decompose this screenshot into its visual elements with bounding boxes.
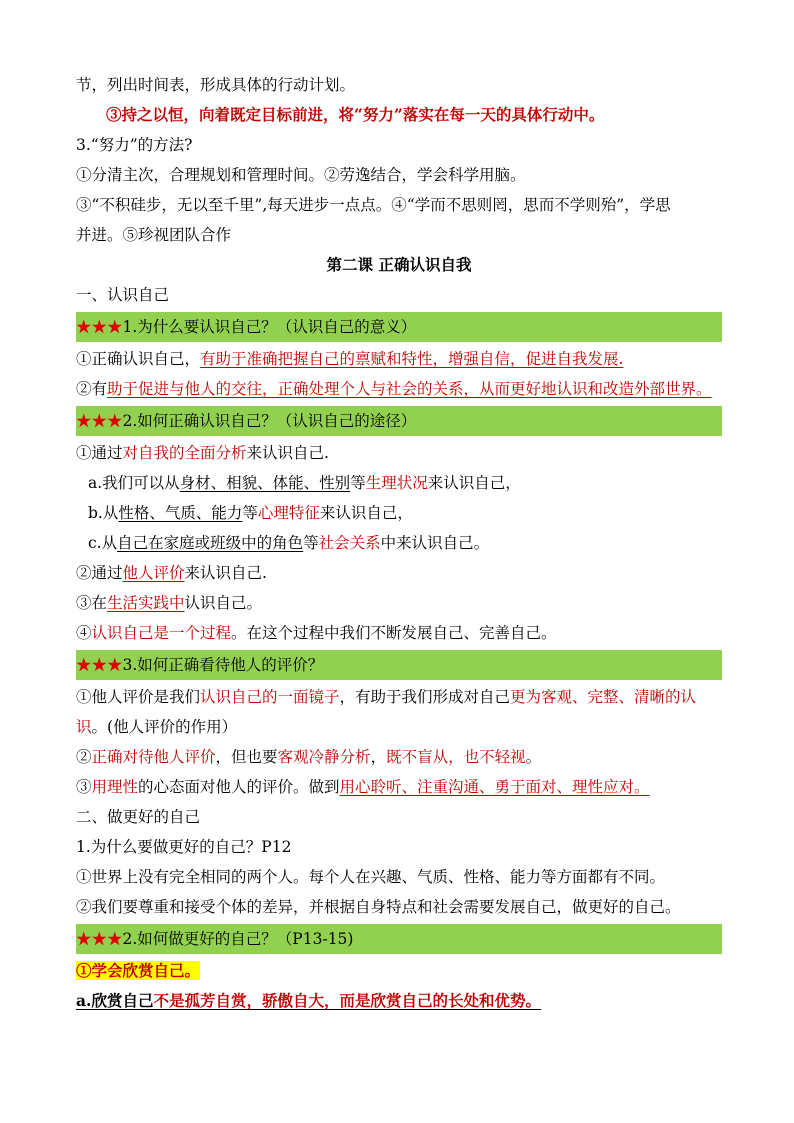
question-text: 1.为什么要认识自己？（认识自己的意义）: [122, 318, 417, 336]
question-text: 3.如何正确看待他人的评价？: [122, 656, 324, 674]
text-span: ①他人评价是我们: [76, 688, 201, 706]
key-phrase: 有助于准确把握自己的禀赋和特性，增强自信，促进自我发展.: [200, 350, 624, 368]
key-phrase: 认识自己的一面镜子: [200, 688, 340, 706]
answer-line: [76, 588, 722, 618]
text-span: 等: [242, 504, 258, 522]
key-phrase: 生活实践中: [107, 594, 185, 612]
text-span: 来认识自己，: [319, 504, 413, 522]
document-page: [76, 70, 722, 1016]
answer-line: [76, 374, 722, 404]
text-line: ③“不积硅步，无以至千里”,每天进步一点点。④“学而不思则罔，思而不学则殆”，学思: [76, 196, 671, 214]
text-span: ③在: [76, 594, 108, 612]
text-span: ②通过: [76, 564, 123, 582]
text-span: 认识自己。: [184, 594, 263, 612]
key-phrase: 用心聆听、注重沟通、勇于面对、理性应对。: [339, 778, 650, 796]
answer-line: [76, 682, 722, 712]
text-span: 来认识自己.: [246, 444, 329, 462]
text-span: 等: [350, 474, 366, 492]
star-rating-icon: ★★★: [76, 318, 123, 336]
key-phrase: 更为客观、完整、清晰的认: [510, 688, 697, 706]
lesson-title: 第二课 正确认识自我: [326, 255, 472, 274]
highlighted-key-point: ①学会欣赏自己。: [76, 961, 201, 980]
text-span: ，: [370, 748, 387, 766]
underlined-phrase: 自己在家庭或班级中的角色: [117, 534, 304, 552]
text-line: 并进。⑤珍视团队合作: [76, 226, 232, 244]
text-span: ，有助于我们形成对自己: [339, 688, 511, 706]
text-span: ②有: [76, 380, 108, 398]
key-phrase: 助于促进与他人的交往，正确处理个人与社会的关系，从而更好地认识和改造外部世界。: [107, 380, 712, 398]
underlined-phrase: 性格、气质、能力: [118, 504, 243, 522]
key-point-line: ③持之以恒，向着既定目标前进，将“努力”落实在每一天的具体行动中。: [106, 105, 605, 124]
text-span: 的心态面对他人的评价。做到: [138, 778, 340, 796]
key-phrase: 识: [76, 718, 92, 736]
key-phrase: 心理特征: [257, 504, 320, 522]
key-phrase: 用理性: [91, 778, 139, 796]
text-span: ②: [76, 748, 92, 766]
answer-line: [76, 986, 722, 1016]
text-line: 1.为什么要做更好的自己？P12: [76, 838, 292, 856]
answer-line: [76, 558, 722, 588]
text-span: ，但也要: [215, 748, 278, 766]
text-line: ②我们要尊重和接受个体的差异，并根据自身特点和社会需要发展自己，做更好的自己。: [76, 898, 681, 916]
text-span: 等: [303, 534, 319, 552]
text-span: b.从: [88, 504, 119, 522]
text-line: ①分清主次，合理规划和管理时间。②劳逸结合，学会科学用脑。: [76, 166, 526, 184]
answer-subline: [76, 498, 722, 528]
text-span: ③: [76, 778, 92, 796]
answer-line: [76, 742, 722, 772]
text-span: 。(他人评价的作用）: [91, 718, 238, 736]
text-span: 来认识自己，: [427, 474, 521, 492]
star-rating-icon: ★★★: [76, 656, 123, 674]
key-phrase: 社会关系: [318, 534, 381, 552]
text-span: a.欣赏自己: [76, 991, 154, 1010]
text-line: ①世界上没有完全相同的两个人。每个人在兴趣、气质、性格、能力等方面都有不同。: [76, 868, 666, 886]
question-bar: [76, 406, 722, 436]
answer-line: [76, 438, 722, 468]
key-phrase: 生理状况: [365, 474, 428, 492]
answer-line: [76, 618, 722, 648]
question-bar: [76, 650, 722, 680]
text-span: ①通过: [76, 444, 123, 462]
question-bar: [76, 312, 722, 342]
text-line: 节，列出时间表，形成具体的行动计划。: [76, 76, 356, 94]
answer-subline: [76, 528, 722, 558]
key-phrase: 认识自己是一个过程: [91, 624, 232, 642]
key-phrase: 正确对待他人评价: [91, 748, 216, 766]
section-heading: 一、认识自己: [76, 286, 170, 304]
answer-line: [76, 712, 722, 742]
key-phrase: 他人评价: [122, 564, 185, 582]
underlined-phrase: 身材、相貌、体能、性别: [179, 474, 351, 492]
text-span: 来认识自己.: [184, 564, 267, 582]
text-span: 中来认识自己。: [380, 534, 490, 552]
text-span: ①正确认识自己，: [76, 350, 201, 368]
question-text: 2.如何正确认识自己？（认识自己的途径）: [122, 412, 417, 430]
section-heading: 二、做更好的自己: [76, 808, 201, 826]
key-phrase: 对自我的全面分析: [122, 444, 247, 462]
question-text: 2.如何做更好的自己？（P13-15): [122, 930, 354, 948]
text-span: ④: [76, 624, 92, 642]
text-span: a.我们可以从: [88, 474, 180, 492]
key-phrase: 不是孤芳自赏，骄傲自大，而是欣赏自己的长处和优势。: [153, 991, 541, 1010]
text-span: c.从: [88, 534, 118, 552]
answer-subline: [76, 468, 722, 498]
method-heading: 3.“努力”的方法?: [76, 136, 193, 154]
text-span: 。在这个过程中我们不断发展自己、完善自己。: [231, 624, 557, 642]
key-phrase: 既不盲从，也不轻视: [386, 748, 526, 766]
text-span: 。: [525, 748, 542, 766]
answer-line: [76, 772, 722, 802]
answer-line: [76, 956, 722, 986]
answer-line: [76, 344, 722, 374]
question-bar: [76, 924, 722, 954]
key-phrase: 客观冷静分析: [277, 748, 371, 766]
star-rating-icon: ★★★: [76, 930, 123, 948]
star-rating-icon: ★★★: [76, 412, 123, 430]
